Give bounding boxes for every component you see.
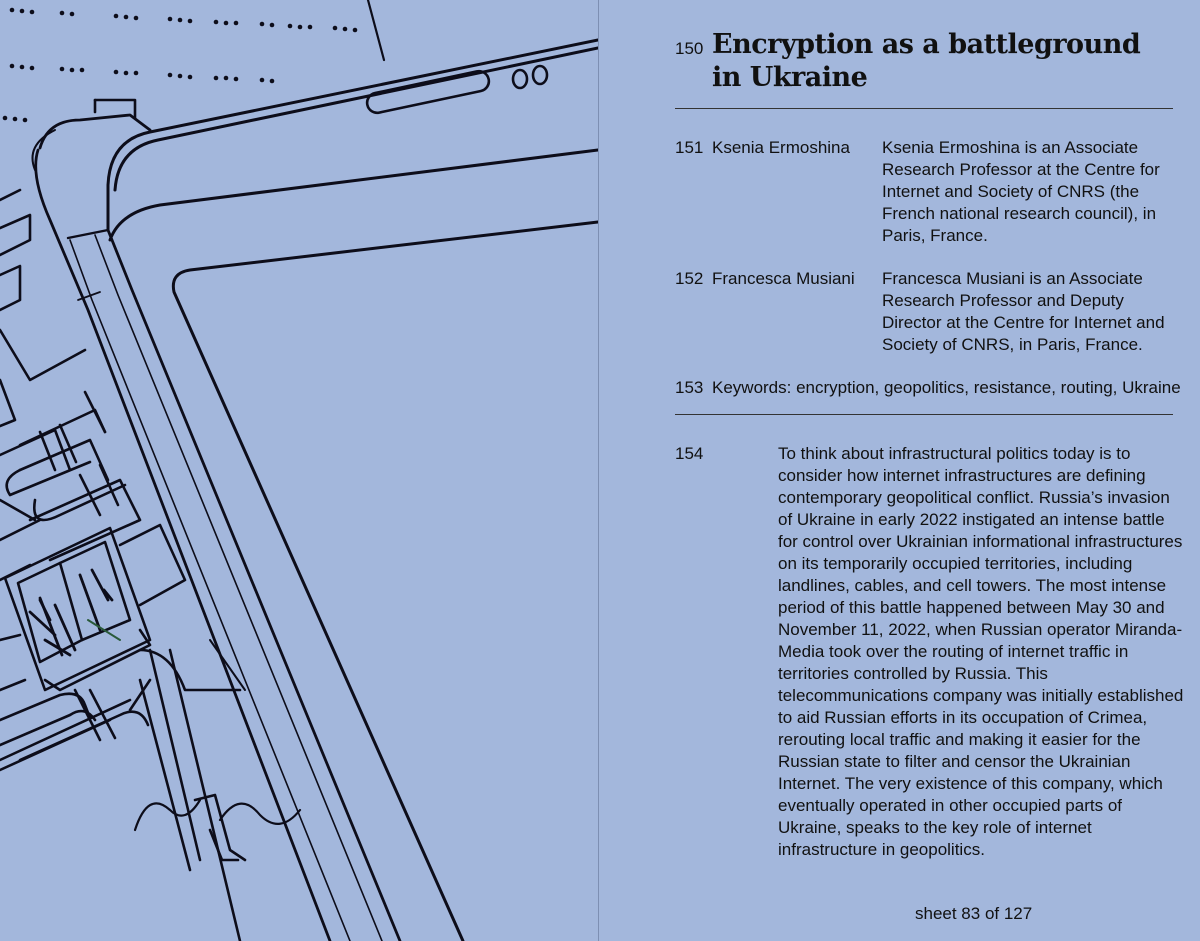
author-name-1: Ksenia Ermoshina <box>712 138 850 157</box>
line-number-author-2: 152 <box>675 269 704 288</box>
divider-top <box>675 108 1173 109</box>
circuit-drawing <box>0 100 300 941</box>
line-number-heading: 150 <box>675 39 704 58</box>
phone-circuit-illustration <box>0 0 598 941</box>
article-title: Encryption as a battleground in Ukraine <box>712 29 1141 93</box>
author-bio-1: Ksenia Ermoshina is an Associate Research Professor at the Centre for Internet and Society of CNRS (the French national research council), in Paris, France. <box>882 138 1160 245</box>
divider-bottom <box>675 414 1173 415</box>
sheet-counter: sheet 83 of 127 <box>915 904 1033 923</box>
line-number-keywords: 153 <box>675 378 704 397</box>
phone-outline <box>33 40 599 941</box>
body-paragraph: To think about infrastructural politics today is to consider how internet infrastructures are defining contemporary geopolitical conflict. Russia’s invasion of Ukraine in early 2022 instigated an intense battle for control over Ukrainian informational infrastructures on its temporarily occupied territories, including landlines, cables, and cell towers. The most intense period of this battle happened between May 30 and November 11, 2022, when Russian operator Miranda-Media took over the routing of internet traffic in territories controlled by Russia. This telecommunications company was initially established to aid Russian efforts in its occupation of Crimea, rerouting local traffic and making it easier for the Russian state to filter and censor the Ukrainian Internet. The very existence of this company, which eventually operated in other occupied parts of Ukraine, speaks to the key role of internet infrastructure in geopolitics. <box>778 444 1184 859</box>
text-page <box>599 0 1200 941</box>
author-bio-2: Francesca Musiani is an Associate Research Professor and Deputy Director at the Centre for Internet and Society of CNRS, in Paris, France. <box>882 269 1165 354</box>
author-name-2: Francesca Musiani <box>712 269 855 288</box>
line-number-author-1: 151 <box>675 138 704 157</box>
line-number-body: 154 <box>675 444 704 463</box>
dot-pattern <box>3 8 358 123</box>
phone-speaker <box>365 66 547 115</box>
illustration-panel <box>0 0 598 941</box>
keywords: Keywords: encryption, geopolitics, resistance, routing, Ukraine <box>712 378 1181 397</box>
